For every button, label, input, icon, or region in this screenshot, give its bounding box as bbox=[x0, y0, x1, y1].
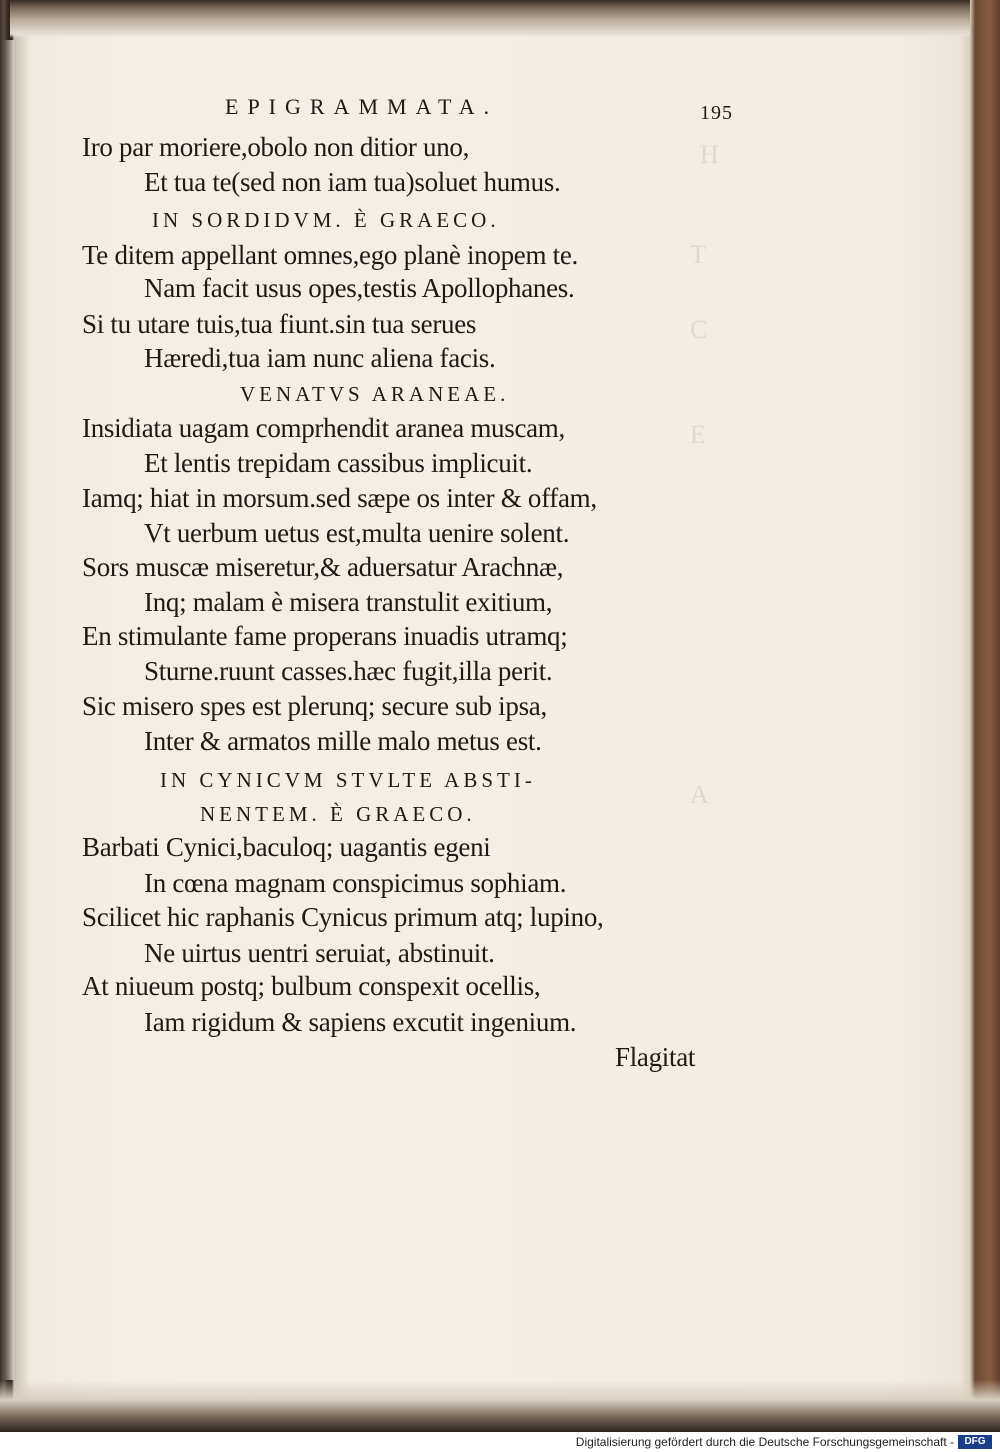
verse-line: Inq; malam è misera transtulit exitium, bbox=[144, 587, 553, 617]
verse-line: Iam rigidum & sapiens excutit ingenium. bbox=[144, 1007, 577, 1037]
verse-line: Inter & armatos mille malo metus est. bbox=[144, 726, 542, 756]
verse-line: Si tu utare tuis,tua fiunt.sin tua serues bbox=[82, 309, 477, 339]
section-heading: IN SORDIDVM. È GRAECO. bbox=[152, 208, 500, 232]
footer-credit: Digitalisierung gefördert durch die Deutsche Forschungsgemeinschaft - bbox=[575, 1435, 954, 1449]
verse-line: Nam facit usus opes,testis Apollophanes. bbox=[144, 273, 575, 303]
verse-line: Sic misero spes est plerunq; secure sub ipsa, bbox=[82, 691, 547, 721]
digitization-footer bbox=[0, 1432, 1000, 1452]
verse-line: Te ditem appellant omnes,ego planè inopem te. bbox=[82, 240, 578, 270]
book-spine bbox=[0, 40, 14, 1380]
show-through-mark: C bbox=[690, 315, 708, 344]
show-through-mark: T bbox=[690, 240, 706, 269]
verse-line: Vt uerbum uetus est,multa uenire solent. bbox=[144, 518, 570, 548]
verse-line: Sturne.ruunt casses.hæc fugit,illa perit. bbox=[144, 656, 553, 686]
dfg-logo-icon: DFG bbox=[958, 1435, 992, 1449]
running-head: EPIGRAMMATA. bbox=[225, 94, 499, 119]
verse-line: Sors muscæ miseretur,& aduersatur Arachnæ, bbox=[82, 552, 564, 582]
book-bottom-edge bbox=[0, 1380, 1000, 1432]
show-through-mark: H bbox=[700, 140, 719, 169]
catchword: Flagitat bbox=[615, 1042, 696, 1072]
verse-line: En stimulante fame properans inuadis utramq; bbox=[82, 621, 568, 651]
verse-line: Scilicet hic raphanis Cynicus primum atq; lupino, bbox=[82, 902, 604, 932]
section-heading: NENTEM. È GRAECO. bbox=[200, 802, 476, 826]
verse-line: Hæredi,tua iam nunc aliena facis. bbox=[144, 343, 496, 373]
verse-line: In cœna magnam conspicimus sophiam. bbox=[144, 868, 567, 898]
verse-line: At niueum postq; bulbum conspexit ocellis, bbox=[82, 971, 541, 1001]
verse-line: Et lentis trepidam cassibus implicuit. bbox=[144, 448, 533, 478]
verse-line: Insidiata uagam comprhendit aranea muscam, bbox=[82, 413, 565, 443]
book-page bbox=[60, 90, 750, 1090]
book-top-edge bbox=[10, 0, 970, 38]
section-heading: VENATVS ARANEAE. bbox=[240, 382, 510, 406]
verse-line: Iamq; hiat in morsum.sed sæpe os inter & offam, bbox=[82, 483, 597, 513]
page-number: 195 bbox=[700, 102, 733, 124]
show-through-mark: A bbox=[690, 780, 709, 809]
verse-line: Barbati Cynici,baculoq; uagantis egeni bbox=[82, 832, 491, 862]
verse-line: Ne uirtus uentri seruiat, abstinuit. bbox=[144, 938, 495, 968]
section-heading: IN CYNICVM STVLTE ABSTI- bbox=[160, 768, 536, 792]
verse-line: Et tua te(sed non iam tua)soluet humus. bbox=[144, 167, 561, 197]
verse-line: Iro par moriere,obolo non ditior uno, bbox=[82, 132, 470, 162]
show-through-mark: E bbox=[690, 420, 706, 449]
